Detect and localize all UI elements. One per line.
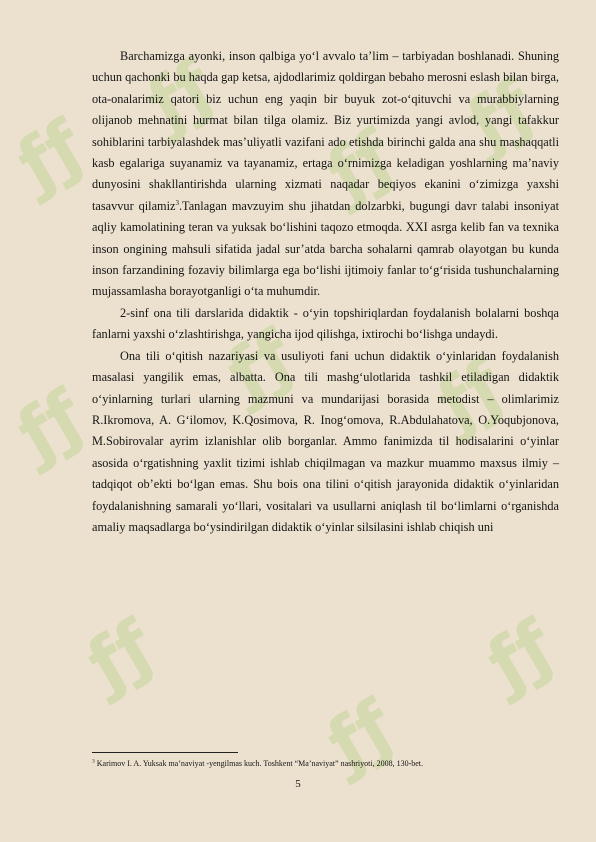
watermark-logo: ƒƒ — [453, 64, 548, 166]
watermark-logo: ƒƒ — [133, 44, 228, 146]
watermark-logo: ƒƒ — [473, 604, 568, 706]
watermark-logo: ƒƒ — [3, 374, 98, 476]
footnote-divider — [92, 752, 238, 753]
paragraph-1-continuation: .Tanlagan mavzuyim shu jihatdan dolzarbki, bugungi davr talabi insoniyat aqliy kamolatining teran va yuksak bo‘lishini taqozo etmoqda. XXI asrga kelib fan va texnika inson ongining mahsuli sifatida jadal sur’atda barcha sohalarni qamrab olayotgan bu kunda inson farzandining fozaviy bilimlarga ega bo‘lishi ijtimoiy fanlar to‘g‘risida tushunchalarning mujassamlasha borayotganligi o‘ta muhumdir. — [92, 198, 559, 299]
watermark-logo: ƒƒ — [3, 104, 98, 206]
paragraph-1-text: Barchamizga ayonki, inson qalbiga yo‘l avvalo ta’lim – tarbiyadan boshlanadi. Shuning uchun qachonki bu haqda gap ketsa, ajdodlarimiz qoldirgan bebaho merosni eslash bilan birga, ota-onalarimiz qatori biz uchun eng yaqin bir buyuk zot-o‘qituvchi va murabbiylarning olijanob mehnatini hurmat bilan tilga olamiz. Biz yurtimizda yangi avlod, yangi tafakkur sohiblarini tarbiyalashdek mas’uliyatli vazifani ado etishda birinchi galda ana shu mashaqqatli kasb egalariga suyanamiz va tayanamiz, ertaga o‘rnimizga keladigan yoshlarning ma’naviy dunyosini shakllantirishda ularning xizmati naqadar beqiyos ekanini o‘zimizga yaxshi tasavvur qilamiz — [92, 49, 559, 213]
page-number: 5 — [295, 778, 301, 790]
footnote-text: Karimov I. A. Yuksak ma’naviyat -yengilmas kuch. Toshkent “Ma’naviyat” nashriyoti, 2008, 130-bet. — [94, 759, 424, 768]
watermark-logo: ƒƒ — [213, 314, 308, 416]
footnote — [92, 758, 562, 769]
watermark-logo: ƒƒ — [423, 344, 518, 446]
watermark-logo: ƒƒ — [313, 114, 408, 216]
watermark-logo: ƒƒ — [73, 604, 168, 706]
footnote-reference[interactable]: 3 — [175, 198, 179, 207]
paragraph-3: Ona tili o‘qitish nazariyasi va usuliyoti fani uchun didaktik o‘yinlaridan foydalanish masalasi yangilik emas, albatta. Ona tili mashg‘ulotlarida tashkil etiladigan didaktik o‘yinlarning turlari ularning mazmuni va mundarijasi borasida metodist – olimlarimiz R.Ikromova, A. G‘ilomov, K.Qosimova, R. Inog‘omova, R.Abdulahatova, O.Yoqubjonova, M.Sobirovalar ayrim izlanishlar olib borganlar. Ammo fanimizda til hodisalarini o‘yinlar asosida o‘rgatishning yaxlit tizimi ishlab chiqilmagan va mazkur muammo maxsus ilmiy – tadqiqot ob’ekti bo‘lgan emas. Shu bois ona tilini o‘qitish jarayonida didaktik o‘yinlaridan foydalanishning samarali yo‘llari, vositalari va usullarni aniqlash til bo‘limlarni o‘rganishda amaliy maqsadlarga bo‘ysindirilgan didaktik o‘yinlar silsilasini ishlab chiqish uni — [92, 348, 559, 534]
paragraph-1 — [92, 46, 559, 303]
footnote-marker: 3 — [92, 758, 95, 765]
document-body — [92, 46, 559, 538]
paragraph-2: 2-sinf ona tili darslarida didaktik - o‘yin topshiriqlardan foydalanish bolalarni boshqa fanlarni yaxshi o‘zlashtirishga, yangicha ijod qilishga, ixtirochi bo‘lishga undaydi. — [92, 305, 559, 342]
watermark-logo: ƒƒ — [313, 684, 408, 786]
